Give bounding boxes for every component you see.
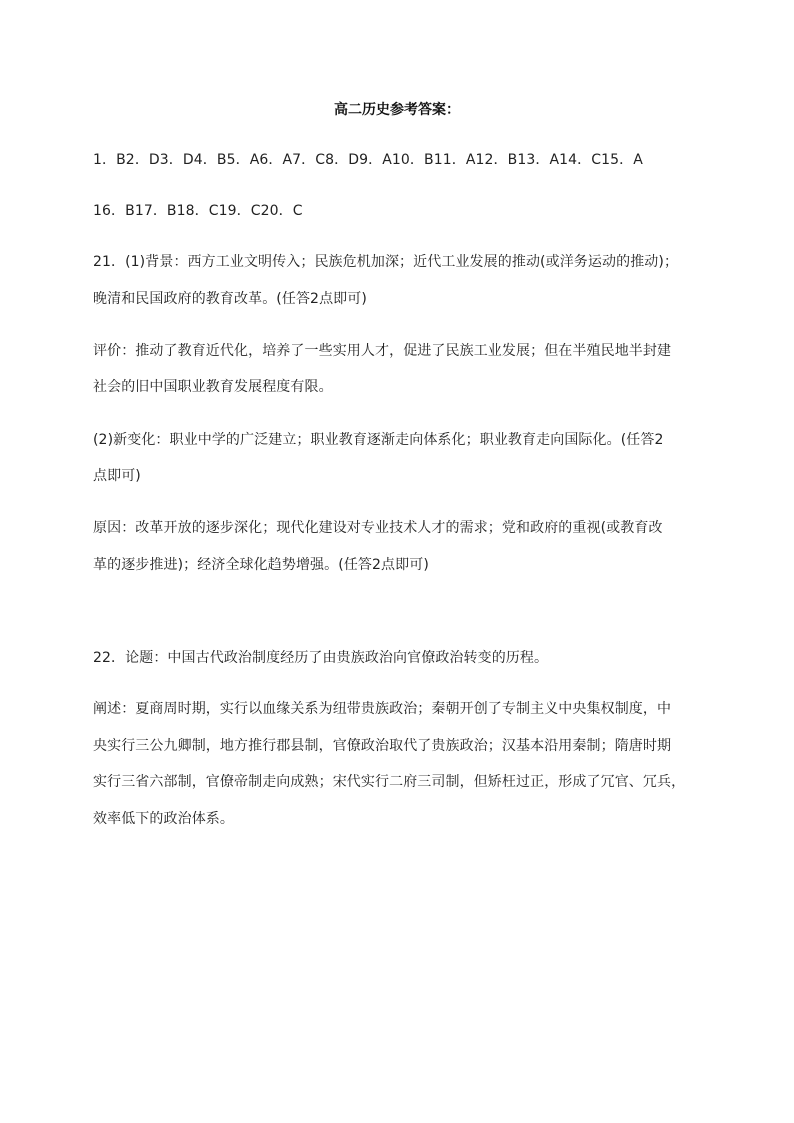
answer-line-22-argument-3: 实行三省六部制，官僚帝制走向成熟；宋代实行二府三司制，但矫枉过正，形成了冗官、冗兵，	[93, 774, 686, 790]
answer-line-21-reasons-2: 革的逐步推进)；经济全球化趋势增强。(任答2点即可)	[93, 557, 429, 573]
answer-line-21-evaluation-1: 评价：推动了教育近代化，培养了一些实用人才，促进了民族工业发展；但在半殖民地半封建	[93, 343, 672, 359]
answer-line-21-changes-1: (2)新变化：职业中学的广泛建立；职业教育逐渐走向体系化；职业教育走向国际化。(任答2	[93, 432, 664, 448]
answer-line-22-thesis: 22．论题：中国古代政治制度经历了由贵族政治向官僚政治转变的历程。	[93, 650, 549, 666]
answer-line-22-argument-1: 阐述：夏商周时期，实行以血缘关系为纽带贵族政治；秦朝开创了专制主义中央集权制度，中	[93, 701, 672, 717]
answer-line-21-changes-2: 点即可)	[93, 468, 141, 484]
answer-line-21-background-1: 21．(1)背景：西方工业文明传入；民族危机加深；近代工业发展的推动(或洋务运动的推动)；	[93, 254, 679, 270]
page-title: 高二历史参考答案：	[334, 102, 460, 118]
answer-line-22-argument-4: 效率低下的政治体系。	[93, 811, 234, 827]
answer-line-22-argument-2: 央实行三公九卿制，地方推行郡县制，官僚政治取代了贵族政治；汉基本沿用秦制；隋唐时期	[93, 738, 672, 754]
answer-line-21-evaluation-2: 社会的旧中国职业教育发展程度有限。	[93, 379, 333, 395]
answer-line-choice-1: 1．B2．D3．D4．B5．A6．A7．C8．D9．A10．B11．A12．B13．A14．C15．A	[93, 152, 643, 168]
answer-line-21-reasons-1: 原因：改革开放的逐步深化；现代化建设对专业技术人才的需求；党和政府的重视(或教育改	[93, 520, 663, 536]
answer-line-21-background-2: 晚清和民国政府的教育改革。(任答2点即可)	[93, 291, 367, 307]
answer-line-choice-2: 16．B17．B18．C19．C20．C	[93, 203, 303, 219]
